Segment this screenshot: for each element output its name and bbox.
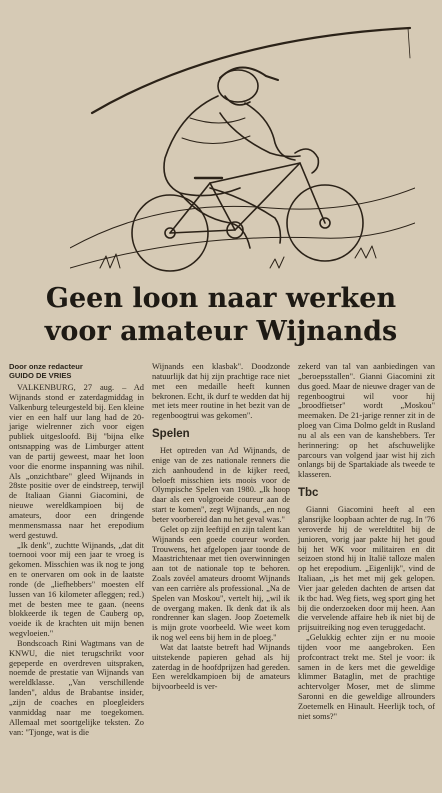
paragraph: „Ik denk", zuchtte Wijnands, „dat dit toernooi voor mij een jaar te vroeg is gekomen. Misschien was ik nog te jong en te onervaren om ook in de laatste ronde (de „liefhebbers" moesten elf lussen van 16 kilometer afleggen; red.) met de besten mee te gaan. (neens blokkeerde ik tegen de Cauberg op, voeide ik de krachten uit mijn benen wegvloeien." — [9, 540, 144, 639]
paragraph: zekerd van tal van aanbiedingen van „beroepsstallen". Gianni Giacomini zit dus goed. Maar de nieuwe drager van de regenboogtrui wil voor hij „broodfietser" wordt „Moskou" meemaken. De 21-jarige renner zit in de ploeg van Cima Dolmo geldt in Rusland nu al als een van de kanshebbers. Ter herinnering: op het afschuwelijke parcours van volgend jaar wist hij zich onlangs bij de Spartakiade als tweede te klasseren. — [298, 362, 435, 480]
paragraph: Het optreden van Ad Wijnands, de enige van de zes nationale renners die zich aanhoudend in de kijker reed, beloeft misschien iets moois voor de Olympische Spelen van 1980. „Ik hoop daar als een volgroeide coureur aan de start te komen", zegt Wijnands, „en nog beter voorbereid dan nu het geval was." — [152, 446, 290, 524]
paragraph: Wijnands een klasbak". Doodzonde natuurlijk dat hij zijn prachtige race niet met een medaille heeft kunnen bekronen. Echt, ik durf te wedden dat hij met iets meer routine in het bezit van de regenboogtrui was gekomen". — [152, 362, 290, 421]
headline-line-1: Geen loon naar werken — [45, 283, 397, 314]
paragraph: Gelet op zijn leeftijd en zijn talent kan Wijnands een goede coureur worden. Trouwens, het afgelopen jaar toonde de Maastrichtenaar met tien overwinningen aan tot de nationale top te behoren. Zoals zovéel amateurs droomt Wijnands van een carrière als professional. „Na de Spelen van Moskou", vertelt hij, „wil ik de overgang maken. Ik denk dat ik als rondrenner kan slagen. Joop Zoetemelk is mijn grote voorbeeld. Wie weet kom ik nog wel eens bij hem in de ploeg." — [152, 524, 290, 643]
byline — [9, 362, 144, 380]
paragraph: Gianni Giacomini heeft al een glansrijke loopbaan achter de rug. In '76 veroverde hij de wereldtitel bij de junioren, vorig jaar pakte hij het goud bij het WK voor militairen en dit seizoen stond hij in Italië talloze malen op het erepodium. „Eigenlijk", vind de Italiaan, „is het met mij gek gelopen. Vier jaar geleden dachten de artsen dat ik tbc had. Weg fiets, weg sport ging het bij die onderzoeken door mij heen. Aan die vervelende affaire heb ik niet bij de prijsuitreiking nog even teruggedacht. — [298, 505, 435, 633]
cyclist-illustration — [70, 18, 415, 280]
column-1 — [9, 362, 144, 737]
paragraph: VALKENBURG, 27 aug. – Ad Wijnands stond er zaterdagmiddag in Valkenburg teleurgesteld bij. Een kleine vier en een half uur lang had de 20-jarige wielrenner zich voor eigen publiek uitgesloofd. Bij "bijna elke ontsnapping was de Limburger attent van de partij geweest, maar het loon voor die enorme inspanning was nihil. Als „onzichtbare" gleed Wijnands in 28ste positie over de eindstreep, terwijl de Italiaan Gianni Giacomini, de nieuwe wereldkampioen bij de amateurs, door een dringende menmensmassa naar het erepodium werd gestuwd. — [9, 383, 144, 540]
subheading-spelen: Spelen — [152, 428, 190, 441]
paragraph: Bondscoach Rini Wagtmans van de KNWU, die niet terugschrikt voor gepeperde en overdreven uitspraken, noemde de prestatie van Wijnands van wereldklasse. „Van verschillende landen", aldus de Brabantse insider, „zijn de coaches en ploegleiders vanmiddag naar me toegekomen. Allemaal met soortgelijke teksten. Zo van: "Tjonge, wat is die — [9, 638, 144, 737]
column-2 — [152, 362, 290, 692]
headline-line-2: voor amateur Wijnands — [44, 316, 398, 347]
subheading-tbc: Tbc — [298, 487, 319, 500]
byline-author: GUIDO DE VRIES — [9, 371, 72, 380]
paragraph: Wat dat laatste betreft had Wijnands uitstekende papieren gehad als hij zaterdag in de hoofdprijzen had gereden. Een wereldkampioen bij de amateurs bijvoorbeeld is ver- — [152, 642, 290, 692]
paragraph: „Gelukkig echter zijn er nu mooie tijden voor me aangebroken. Een profcontract trekt me. Stel je voor: ik samen in de kers met die geweldige klimmer Bataglin, met de prachtige achtervolger Moser, met de slimme Saronni en die geweldige allrounders Zoetemelk en Hinault. Heerlijk toch, of niet soms?" — [298, 633, 435, 721]
column-3 — [298, 362, 435, 722]
byline-label: Door onze redacteur — [9, 362, 83, 371]
